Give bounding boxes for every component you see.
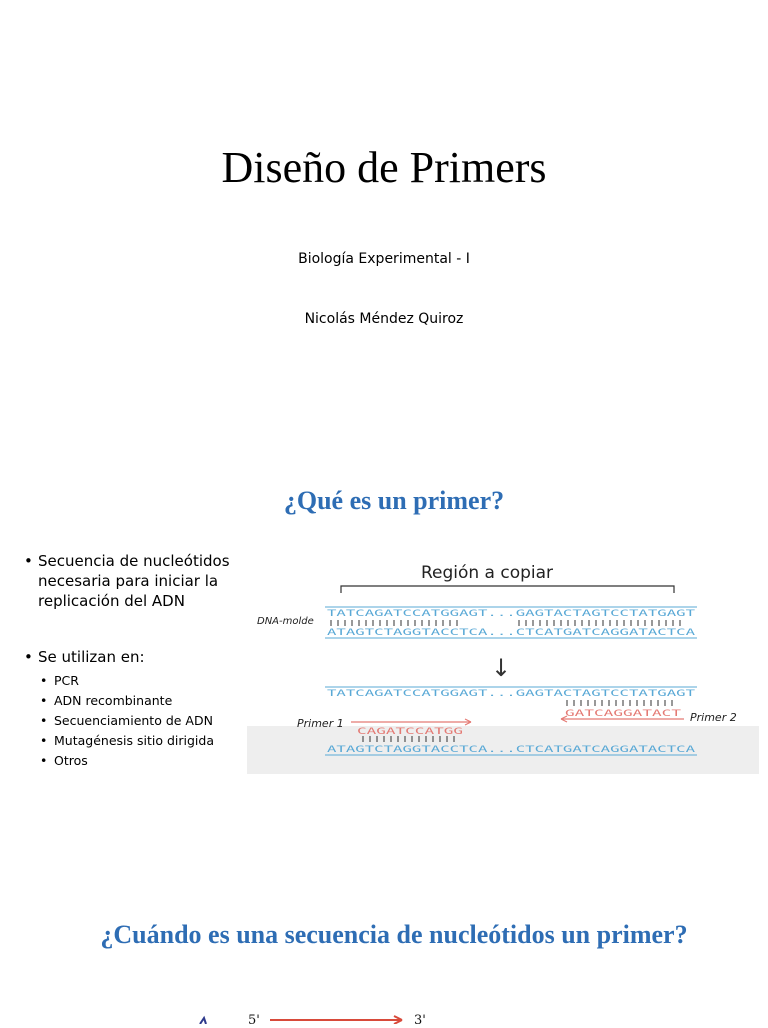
course-name: Biología Experimental - I (298, 251, 470, 267)
bottom-figure (190, 1008, 440, 1024)
primer2-label: Primer 2 (690, 711, 737, 724)
base-pair-ticks-left (331, 620, 457, 626)
slide-title: Diseño de Primers (221, 143, 547, 192)
use-item: • Secuenciamiento de ADN (24, 713, 244, 729)
primer2-ticks (567, 700, 672, 706)
template-label: DNA-molde (257, 616, 314, 627)
primer1-seq: CAGATCCATGG (357, 727, 463, 737)
uses-list (24, 673, 244, 769)
use-item: • Mutagénesis sitio dirigida (24, 733, 244, 749)
bullet-uses: • Se utilizan en: (24, 647, 244, 667)
top-strand: TATCAGATCCATGGAGT...GAGTACTAGTCCTATGAGT (327, 609, 695, 619)
section-heading-when-is-primer: ¿Cuándo es una secuencia de nucleótidos un primer? (100, 920, 688, 949)
label-5-prime: 5' (248, 1013, 260, 1024)
result-bottom-strand: ATAGTCTAGGTACCTCA...CTCATGATCAGGATACTCA (327, 745, 697, 755)
use-item: • PCR (24, 673, 244, 689)
use-item: • Otros (24, 753, 244, 769)
label-3-prime: 3' (414, 1013, 426, 1024)
region-bracket (341, 586, 674, 593)
partial-mark (200, 1018, 206, 1024)
bottom-strand: ATAGTCTAGGTACCTCA...CTCATGATCAGGATACTCA (327, 628, 697, 638)
down-arrow-icon: ↓ (490, 654, 512, 682)
primer-diagram (247, 550, 759, 774)
author-name: Nicolás Méndez Quiroz (304, 311, 464, 327)
primer1-label: Primer 1 (297, 717, 344, 730)
section-heading-what-is-primer: ¿Qué es un primer? (283, 486, 505, 515)
bullet-definition: • Secuencia de nucleótidos necesaria para iniciar la replicación del ADN (24, 551, 244, 611)
base-pair-ticks-right (519, 620, 680, 626)
region-label: Región a copiar (420, 563, 554, 583)
primer2-seq: GATCAGGATACT (565, 709, 681, 719)
result-top-strand: TATCAGATCCATGGAGT...GAGTACTAGTCCTATGAGT (327, 689, 695, 699)
use-item: • ADN recombinante (24, 693, 244, 709)
bullet-list (24, 551, 244, 773)
